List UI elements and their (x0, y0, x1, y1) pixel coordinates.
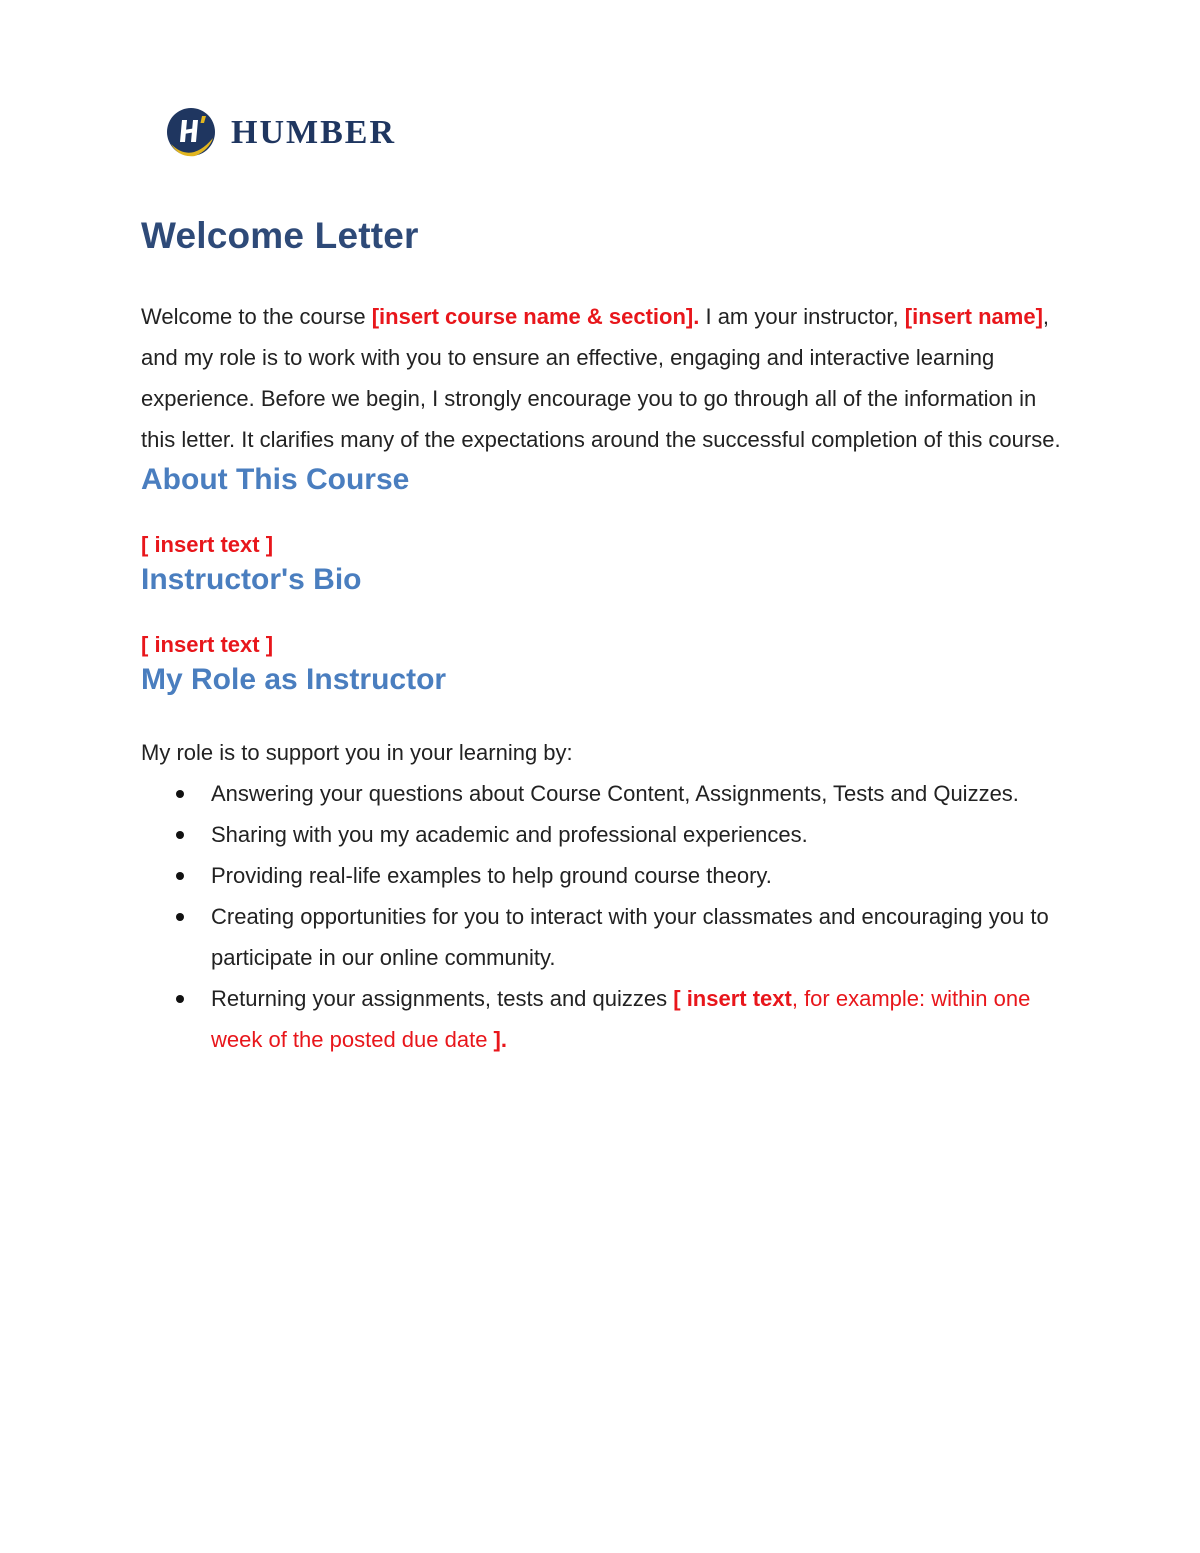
intro-text-1: Welcome to the course (141, 304, 372, 329)
list-item (211, 773, 1061, 814)
humber-wordmark: HUMBER (231, 114, 396, 151)
role-intro-text: My role is to support you in your learning by: (141, 740, 573, 765)
humber-logo (165, 106, 396, 158)
list-item (211, 855, 1061, 896)
page-title: Welcome Letter (141, 215, 419, 256)
bullet-icon (176, 913, 184, 921)
return-time-placeholder-close: ]. (493, 1027, 507, 1052)
instructor-role-heading: My Role as Instructor (141, 663, 447, 696)
bullet-icon (176, 995, 184, 1003)
list-item-text: Answering your questions about Course Content, Assignments, Tests and Quizzes. (211, 781, 1019, 806)
list-item-text: Creating opportunities for you to interact with your classmates and encouraging you to participate in our online community. (211, 904, 1049, 970)
course-name-placeholder: [insert course name & section]. (371, 304, 700, 329)
about-course-heading: About This Course (141, 463, 410, 496)
about-course-placeholder: [ insert text ] (141, 532, 274, 557)
intro-text-2: I am your instructor, (699, 304, 905, 329)
intro-paragraph (141, 296, 1061, 460)
list-item-text: Providing real-life examples to help ground course theory. (211, 863, 772, 888)
list-item (211, 814, 1061, 855)
humber-logo-icon (165, 106, 217, 158)
list-item-text: Sharing with you my academic and professional experiences. (211, 822, 808, 847)
instructor-bio-placeholder: [ insert text ] (141, 632, 274, 657)
letter-body (141, 210, 1061, 1060)
bullet-icon (176, 831, 184, 839)
instructor-name-placeholder: [insert name] (904, 304, 1043, 329)
intro-text-3: , and my role is to work with you to ensure an effective, engaging and interactive learning experience. Before we begin, I strongly encourage you to go through all of the information in this letter. It clarifies many of the expectations around the successful completion of this course. (141, 304, 1061, 452)
instructor-bio-heading: Instructor's Bio (141, 563, 362, 596)
list-item (211, 978, 1061, 1060)
return-time-placeholder-open: [ insert text (673, 986, 792, 1011)
role-list (141, 773, 1061, 1060)
return-time-example: , for example: within one week of the posted due date (211, 986, 1031, 1052)
list-item (211, 896, 1061, 978)
list-item-text: Returning your assignments, tests and quizzes (211, 986, 674, 1011)
bullet-icon (176, 872, 184, 880)
bullet-icon (176, 790, 184, 798)
